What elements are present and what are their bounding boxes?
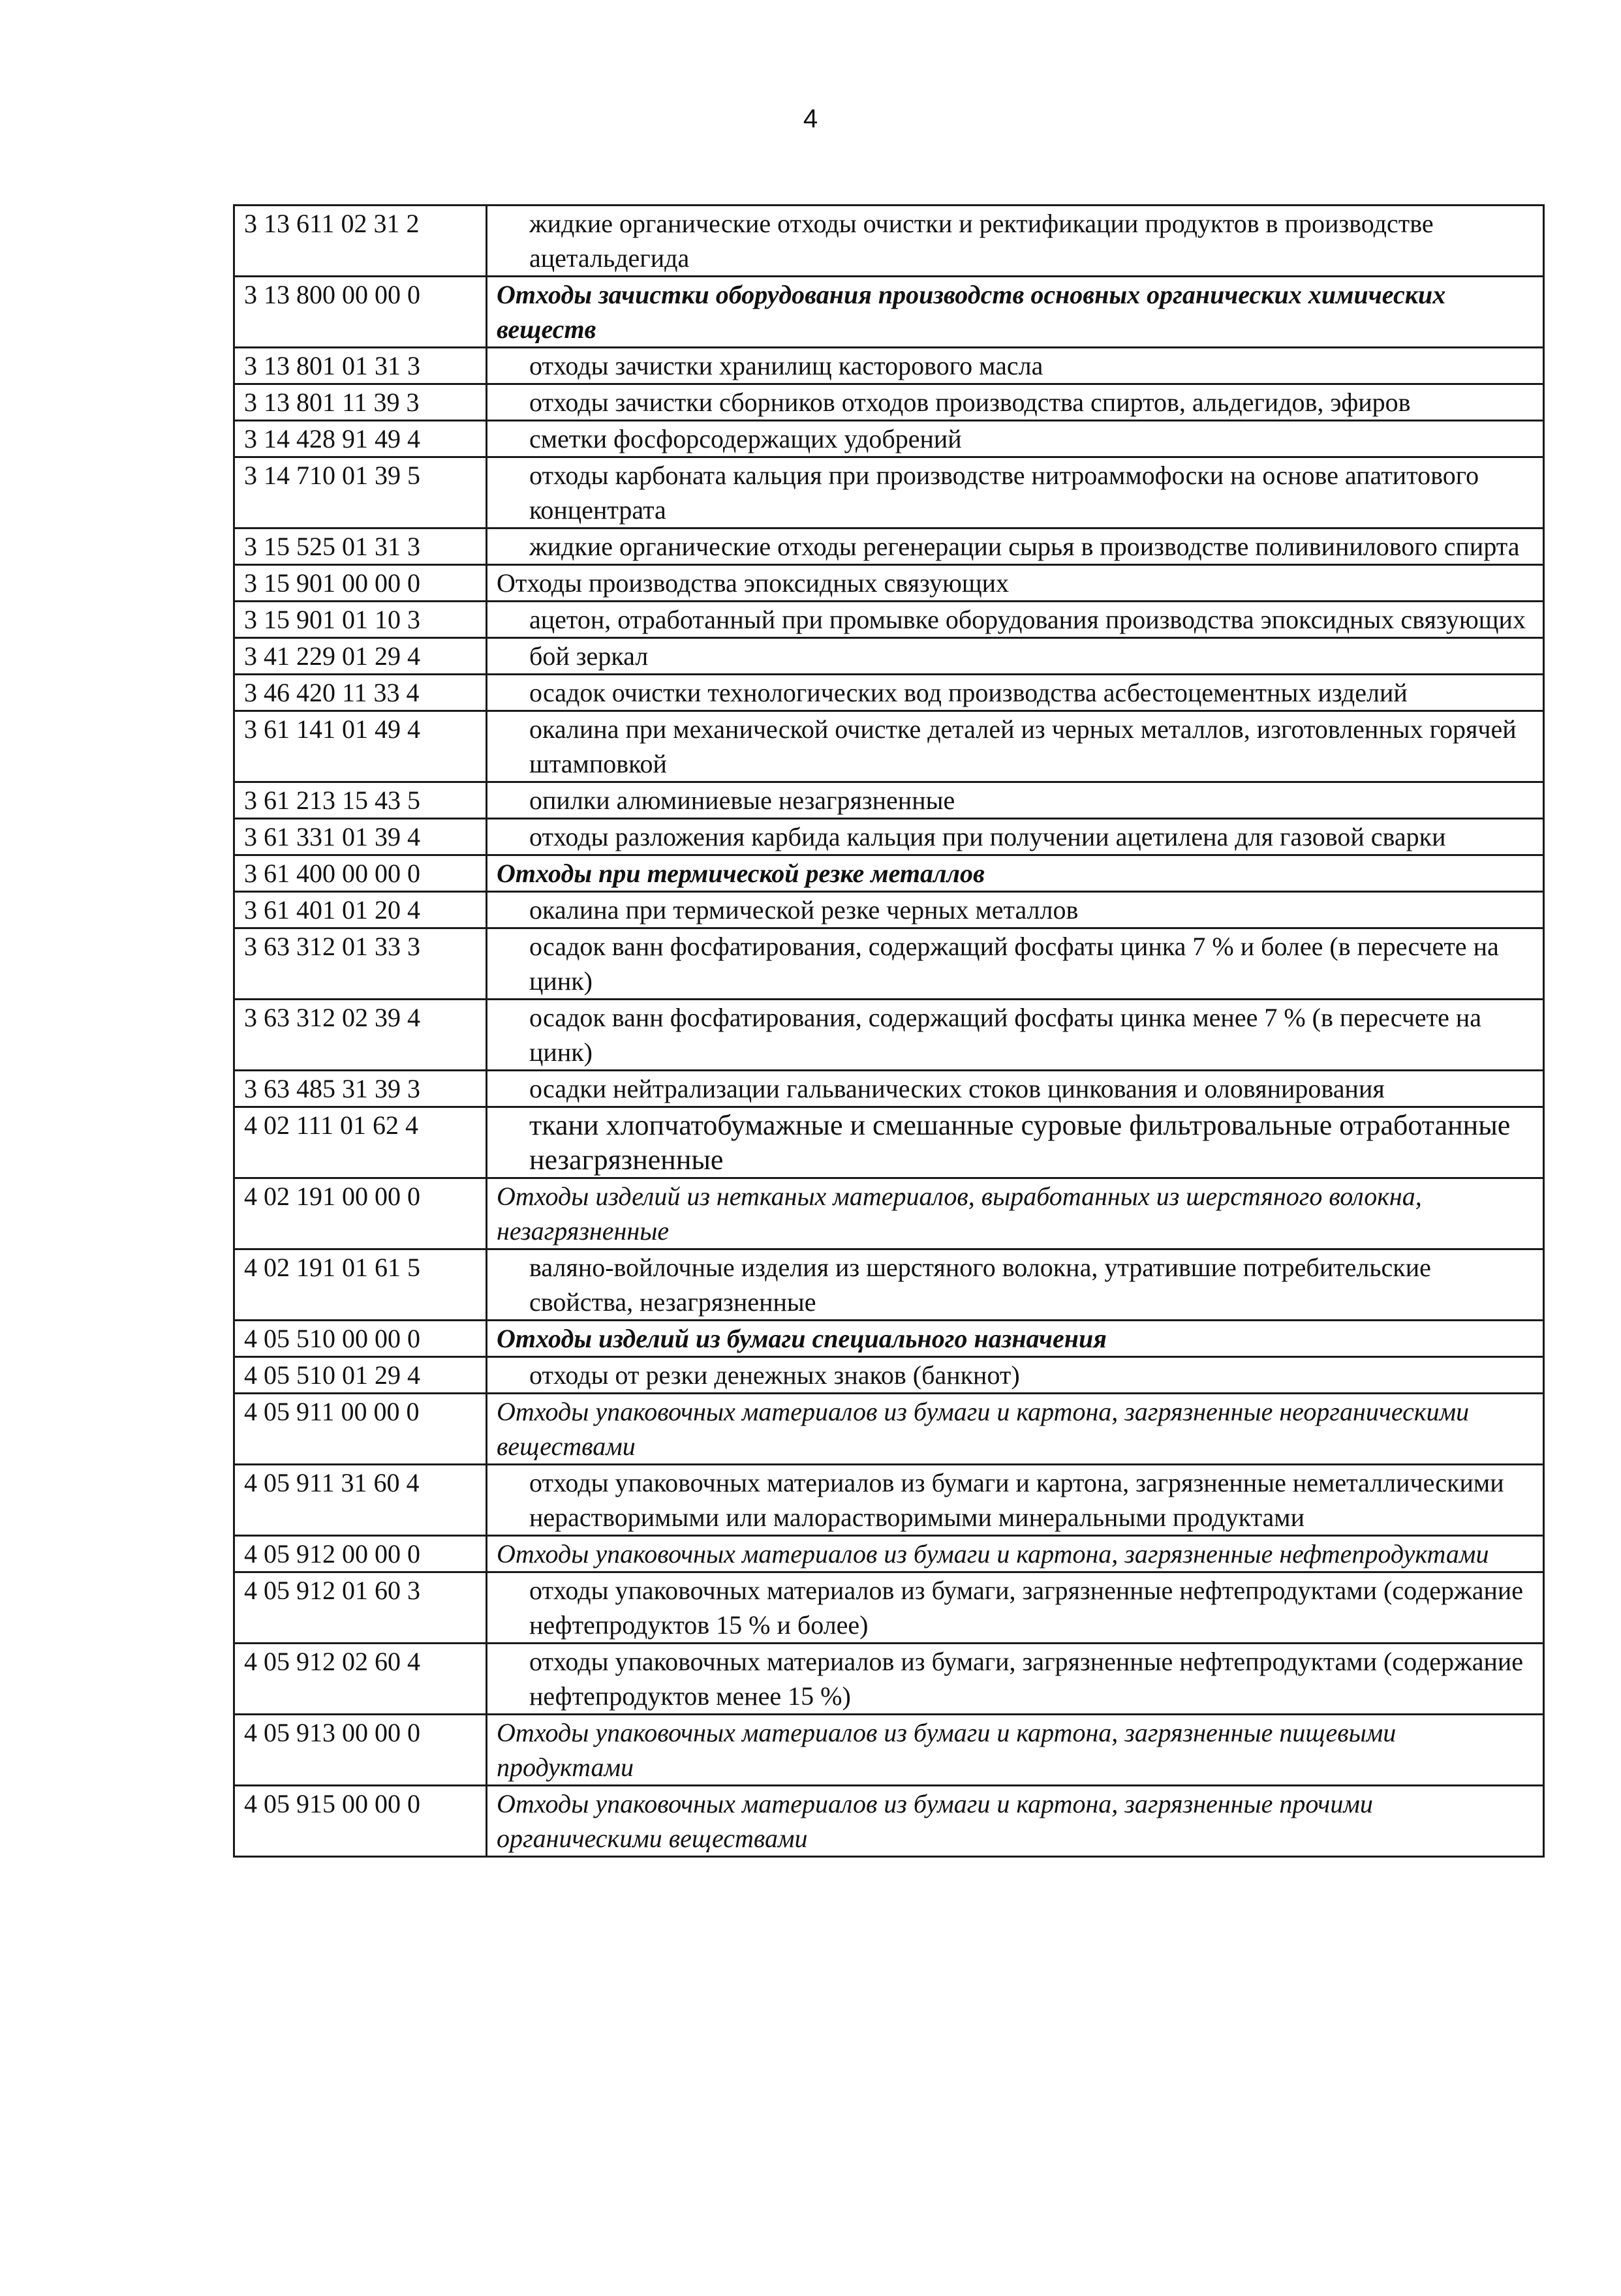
table-row	[234, 1644, 1544, 1715]
table-row	[234, 638, 1544, 675]
table-row	[234, 1715, 1544, 1786]
waste-code-cell: 3 61 141 01 49 4	[234, 711, 487, 782]
table-row	[234, 1786, 1544, 1857]
waste-code-cell: 3 14 428 91 49 4	[234, 421, 487, 457]
waste-description-cell: Отходы изделий из бумаги специального назначения	[487, 1321, 1544, 1357]
waste-code-cell: 3 13 801 01 31 3	[234, 348, 487, 384]
waste-description-cell: валяно-войлочные изделия из шерстяного волокна, утратившие потребительские свойства, незагрязненные	[487, 1249, 1544, 1321]
table-body	[234, 206, 1544, 1857]
waste-description-cell: ацетон, отработанный при промывке оборудования производства эпоксидных связующих	[487, 602, 1544, 638]
waste-code-cell: 4 05 510 00 00 0	[234, 1321, 487, 1357]
waste-code-cell: 3 13 800 00 00 0	[234, 277, 487, 348]
waste-description-cell: осадок ванн фосфатирования, содержащий фосфаты цинка менее 7 % (в пересчете на цинк)	[487, 1000, 1544, 1071]
waste-description-cell: отходы зачистки сборников отходов производства спиртов, альдегидов, эфиров	[487, 384, 1544, 421]
waste-description-cell: опилки алюминиевые незагрязненные	[487, 782, 1544, 819]
table-row	[234, 421, 1544, 457]
table-row	[234, 711, 1544, 782]
waste-description-cell: отходы упаковочных материалов из бумаги, загрязненные нефтепродуктами (содержание нефтепродуктов 15 % и более)	[487, 1572, 1544, 1644]
waste-description-cell: отходы карбоната кальция при производстве нитроаммофоски на основе апатитового концентрата	[487, 457, 1544, 528]
waste-code-cell: 3 41 229 01 29 4	[234, 638, 487, 675]
table-row	[234, 1357, 1544, 1394]
table-row	[234, 457, 1544, 528]
waste-code-cell: 3 14 710 01 39 5	[234, 457, 487, 528]
table-row	[234, 348, 1544, 384]
table-row	[234, 819, 1544, 855]
waste-description-cell: окалина при термической резке черных металлов	[487, 892, 1544, 928]
waste-code-cell: 4 02 191 01 61 5	[234, 1249, 487, 1321]
waste-code-cell: 4 05 912 02 60 4	[234, 1644, 487, 1715]
waste-code-cell: 3 13 611 02 31 2	[234, 206, 487, 277]
waste-description-cell: Отходы упаковочных материалов из бумаги и картона, загрязненные пищевыми продуктами	[487, 1715, 1544, 1786]
waste-code-cell: 4 02 191 00 00 0	[234, 1178, 487, 1249]
table-row	[234, 565, 1544, 602]
waste-description-cell: Отходы изделий из нетканых материалов, выработанных из шерстяного волокна, незагрязненные	[487, 1178, 1544, 1249]
waste-code-cell: 3 61 213 15 43 5	[234, 782, 487, 819]
waste-description-cell: осадки нейтрализации гальванических стоков цинкования и оловянирования	[487, 1071, 1544, 1107]
waste-code-cell: 3 15 525 01 31 3	[234, 528, 487, 565]
waste-code-cell: 4 05 911 31 60 4	[234, 1465, 487, 1536]
waste-code-cell: 4 05 510 01 29 4	[234, 1357, 487, 1394]
waste-description-cell: Отходы производства эпоксидных связующих	[487, 565, 1544, 602]
waste-description-cell: жидкие органические отходы очистки и ректификации продуктов в производстве ацетальдегида	[487, 206, 1544, 277]
waste-description-cell: сметки фосфорсодержащих удобрений	[487, 421, 1544, 457]
table-row	[234, 206, 1544, 277]
table-row	[234, 928, 1544, 1000]
waste-description-cell: ткани хлопчатобумажные и смешанные суровые фильтровальные отработанные незагрязненные	[487, 1107, 1544, 1178]
waste-classification-table	[233, 204, 1545, 1858]
table-row	[234, 1178, 1544, 1249]
table-row	[234, 277, 1544, 348]
waste-description-cell: Отходы зачистки оборудования производств основных органических химических веществ	[487, 277, 1544, 348]
waste-code-cell: 3 61 401 01 20 4	[234, 892, 487, 928]
waste-description-cell: Отходы упаковочных материалов из бумаги и картона, загрязненные прочими органическими веществами	[487, 1786, 1544, 1857]
waste-code-cell: 4 05 912 00 00 0	[234, 1536, 487, 1572]
waste-description-cell: окалина при механической очистке деталей из черных металлов, изготовленных горячей штамповкой	[487, 711, 1544, 782]
table-row	[234, 1249, 1544, 1321]
waste-description-cell: бой зеркал	[487, 638, 1544, 675]
waste-description-cell: осадок очистки технологических вод производства асбестоцементных изделий	[487, 675, 1544, 711]
waste-code-cell: 3 63 312 01 33 3	[234, 928, 487, 1000]
table-row	[234, 1321, 1544, 1357]
waste-description-cell: Отходы при термической резке металлов	[487, 855, 1544, 892]
table-row	[234, 1107, 1544, 1178]
waste-code-cell: 3 63 485 31 39 3	[234, 1071, 487, 1107]
table-row	[234, 528, 1544, 565]
waste-code-cell: 4 05 913 00 00 0	[234, 1715, 487, 1786]
table-row	[234, 675, 1544, 711]
waste-code-cell: 3 46 420 11 33 4	[234, 675, 487, 711]
table-row	[234, 384, 1544, 421]
waste-code-cell: 4 02 111 01 62 4	[234, 1107, 487, 1178]
waste-description-cell: отходы от резки денежных знаков (банкнот)	[487, 1357, 1544, 1394]
table-row	[234, 1536, 1544, 1572]
table-row	[234, 1000, 1544, 1071]
waste-code-cell: 4 05 915 00 00 0	[234, 1786, 487, 1857]
waste-description-cell: отходы упаковочных материалов из бумаги и картона, загрязненные неметаллическими нерастворимыми или малорастворимыми минеральными продуктами	[487, 1465, 1544, 1536]
table-row	[234, 782, 1544, 819]
table-row	[234, 602, 1544, 638]
waste-description-cell: отходы разложения карбида кальция при получении ацетилена для газовой сварки	[487, 819, 1544, 855]
waste-code-cell: 3 61 400 00 00 0	[234, 855, 487, 892]
waste-code-cell: 3 61 331 01 39 4	[234, 819, 487, 855]
waste-description-cell: осадок ванн фосфатирования, содержащий фосфаты цинка 7 % и более (в пересчете на цинк)	[487, 928, 1544, 1000]
table-row	[234, 1394, 1544, 1465]
table-row	[234, 892, 1544, 928]
waste-code-cell: 3 63 312 02 39 4	[234, 1000, 487, 1071]
table-row	[234, 1465, 1544, 1536]
waste-description-cell: отходы упаковочных материалов из бумаги, загрязненные нефтепродуктами (содержание нефтепродуктов менее 15 %)	[487, 1644, 1544, 1715]
waste-description-cell: Отходы упаковочных материалов из бумаги и картона, загрязненные неорганическими веществами	[487, 1394, 1544, 1465]
waste-description-cell: жидкие органические отходы регенерации сырья в производстве поливинилового спирта	[487, 528, 1544, 565]
waste-description-cell: отходы зачистки хранилищ касторового масла	[487, 348, 1544, 384]
waste-code-cell: 3 15 901 00 00 0	[234, 565, 487, 602]
waste-code-cell: 4 05 912 01 60 3	[234, 1572, 487, 1644]
waste-code-cell: 4 05 911 00 00 0	[234, 1394, 487, 1465]
table-row	[234, 1572, 1544, 1644]
waste-code-cell: 3 15 901 01 10 3	[234, 602, 487, 638]
waste-code-cell: 3 13 801 11 39 3	[234, 384, 487, 421]
waste-description-cell: Отходы упаковочных материалов из бумаги и картона, загрязненные нефтепродуктами	[487, 1536, 1544, 1572]
table-row	[234, 855, 1544, 892]
table-row	[234, 1071, 1544, 1107]
page-number: 4	[803, 104, 818, 133]
